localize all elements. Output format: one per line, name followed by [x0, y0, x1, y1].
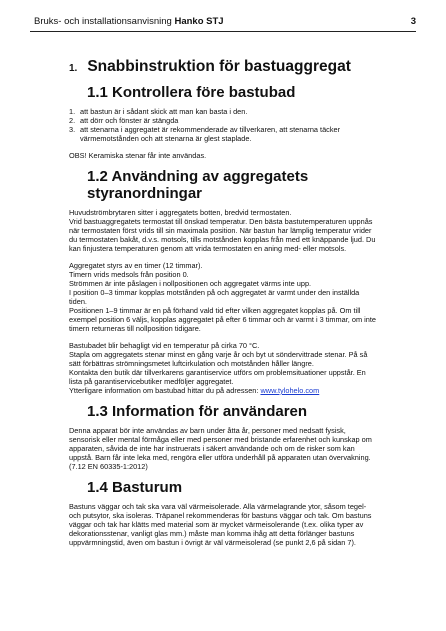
- section-1-title: Snabbinstruktion för bastuaggregat: [87, 58, 351, 75]
- text-line: tiden.: [69, 297, 87, 306]
- text-line: Timern vrids medsols från position 0.: [69, 270, 189, 279]
- page-header: [34, 13, 416, 29]
- sauna-room-paragraph: [69, 502, 415, 547]
- text-line: du termostaten bakåt, d.v.s. motsols, tills motstånden kopplas från med ett knäppande ljud. Du: [69, 235, 376, 244]
- text-line: Aggregatet styrs av en timer (12 timmar).: [69, 261, 203, 270]
- text-line: sensorisk eller mental förmåga eller med personer med bristande erfarenhet och kunskap om: [69, 435, 372, 444]
- text-line: Vrid bastuaggregatets termostat till önskad temperatur. Den bästa bastutemperaturen uppnås: [69, 217, 373, 226]
- text-line: apparaten, såvida de inte har instruerats i säkert användande och om de risker som kan: [69, 444, 355, 453]
- text-line: [69, 386, 415, 395]
- header-divider: [30, 31, 416, 32]
- timer-paragraph: [69, 261, 415, 333]
- text-line: Stapla om aggregatets stenar minst en gång varje år och byt ut söndervittrade stenar. På så: [69, 350, 368, 359]
- ceramic-stones-note: OBS! Keramiska stenar får inte användas.: [69, 151, 207, 160]
- checklist-item-number: 1.: [69, 107, 76, 116]
- section-1-3-heading: 1.3 Information för användaren: [87, 403, 308, 420]
- text-line: värmemotstånden och att stenarna är glest staplade.: [80, 134, 252, 143]
- document-title: [34, 16, 224, 27]
- text-line: att dörr och fönster är stängda: [80, 116, 179, 125]
- text-line: Strömmen är inte påslagen i nollpositionen och aggregatet värms inte upp.: [69, 279, 312, 288]
- text-line: I position 0–3 timmar kopplas motstånden på och aggregatet är varmt under den inställda: [69, 288, 360, 297]
- text-line: Kontakta den butik där tillverkarens garantiservice utförs om problemsituationer uppstår. En: [69, 368, 366, 377]
- text-line: sätt förbättras strömningsmetet luftcirkulation och motstånden håller längre.: [69, 359, 314, 368]
- text-line: timern returneras till nollposition tidigare.: [69, 324, 201, 333]
- section-1-heading: [69, 58, 415, 76]
- text-line: väggar och tak har klätts med material som är mycket värmeisolerande (t.ex. olika typer av: [69, 520, 364, 529]
- text-line: Positionen 1–9 timmar är en på förhand vald tid efter vilken aggregatet kopplas på. Om till: [69, 306, 361, 315]
- link-prefix: Ytterligare information om bastubad hittar du på adressen:: [69, 386, 261, 395]
- text-line: att bastun är i sådant skick att man kan basta i den.: [80, 107, 248, 116]
- section-1-number: 1.: [69, 63, 78, 74]
- text-line: kan finjustera temperaturen genom att vrida termostaten en aning med- eller motsols.: [69, 244, 347, 253]
- text-line: lista på garantiservicebutiker medföljer aggregatet.: [69, 377, 234, 386]
- document-title-model: Hanko STJ: [174, 16, 224, 27]
- text-line: att stenarna i aggregatet är rekommenderade av tillverkaren, att stenarna täcker: [80, 125, 341, 134]
- checklist-item-number: 3.: [69, 125, 76, 134]
- user-information-paragraph: [69, 426, 415, 471]
- text-line: (7.12 EN 60335-1:2012): [69, 462, 148, 471]
- checklist-item-number: 2.: [69, 116, 76, 125]
- section-1-4-heading: 1.4 Basturum: [87, 479, 183, 496]
- text-line: Bastuns väggar och tak ska vara väl värmeisolerade. Alla värmelagrande ytor, såsom tegel-: [69, 502, 367, 511]
- text-line: och putsytor, ska isoleras. Träpanel rekommenderas för bastuns väggar och tak. Om bastuns: [69, 511, 372, 520]
- text-line: uppvärmningstid, även om bastun i övrigt är väl värmeisolerad (se punkt 2,6 på sidan 7).: [69, 538, 356, 547]
- section-1-2-heading: 1.2 Användning av aggregatets styranordningar: [87, 168, 309, 202]
- website-link[interactable]: www.tylohelo.com: [260, 386, 320, 395]
- text-line: Huvudströmbrytaren sitter i aggregatets botten, bredvid termostaten.: [69, 208, 292, 217]
- text-line: exempel position 6 väljs, kopplas aggregatet på efter 6 timmar och är varmt i 3 timmar, om inte: [69, 315, 376, 324]
- thermostat-paragraph: [69, 208, 415, 253]
- section-1-1-heading: 1.1 Kontrollera före bastubad: [87, 84, 296, 101]
- checklist-item: [69, 116, 415, 125]
- checklist-item: [69, 107, 415, 116]
- text-line: dekorationsstenar, vanligt glas mm.) måste man komma ihåg att detta förlänger bastuns: [69, 529, 355, 538]
- text-line: när termostaten först vrids till sin maximala position. När bastun har lämplig temperatur vrider: [69, 226, 372, 235]
- checklist-item: [69, 125, 415, 143]
- text-line: Denna apparat bör inte användas av barn under åtta år, personer med nedsatt fysisk,: [69, 426, 346, 435]
- text-line: uppstå. Barn får inte leka med, rengöra eller utföra underhåll på apparaten utan övervakning.: [69, 453, 371, 462]
- page-content: [69, 58, 415, 555]
- document-title-plain: Bruks- och installationsanvisning: [34, 16, 175, 27]
- text-line: Bastubadet blir behagligt vid en temperatur på cirka 70 °C.: [69, 341, 260, 350]
- page-number: 3: [410, 16, 416, 27]
- maintenance-paragraph: [69, 341, 415, 395]
- checklist: [69, 107, 415, 143]
